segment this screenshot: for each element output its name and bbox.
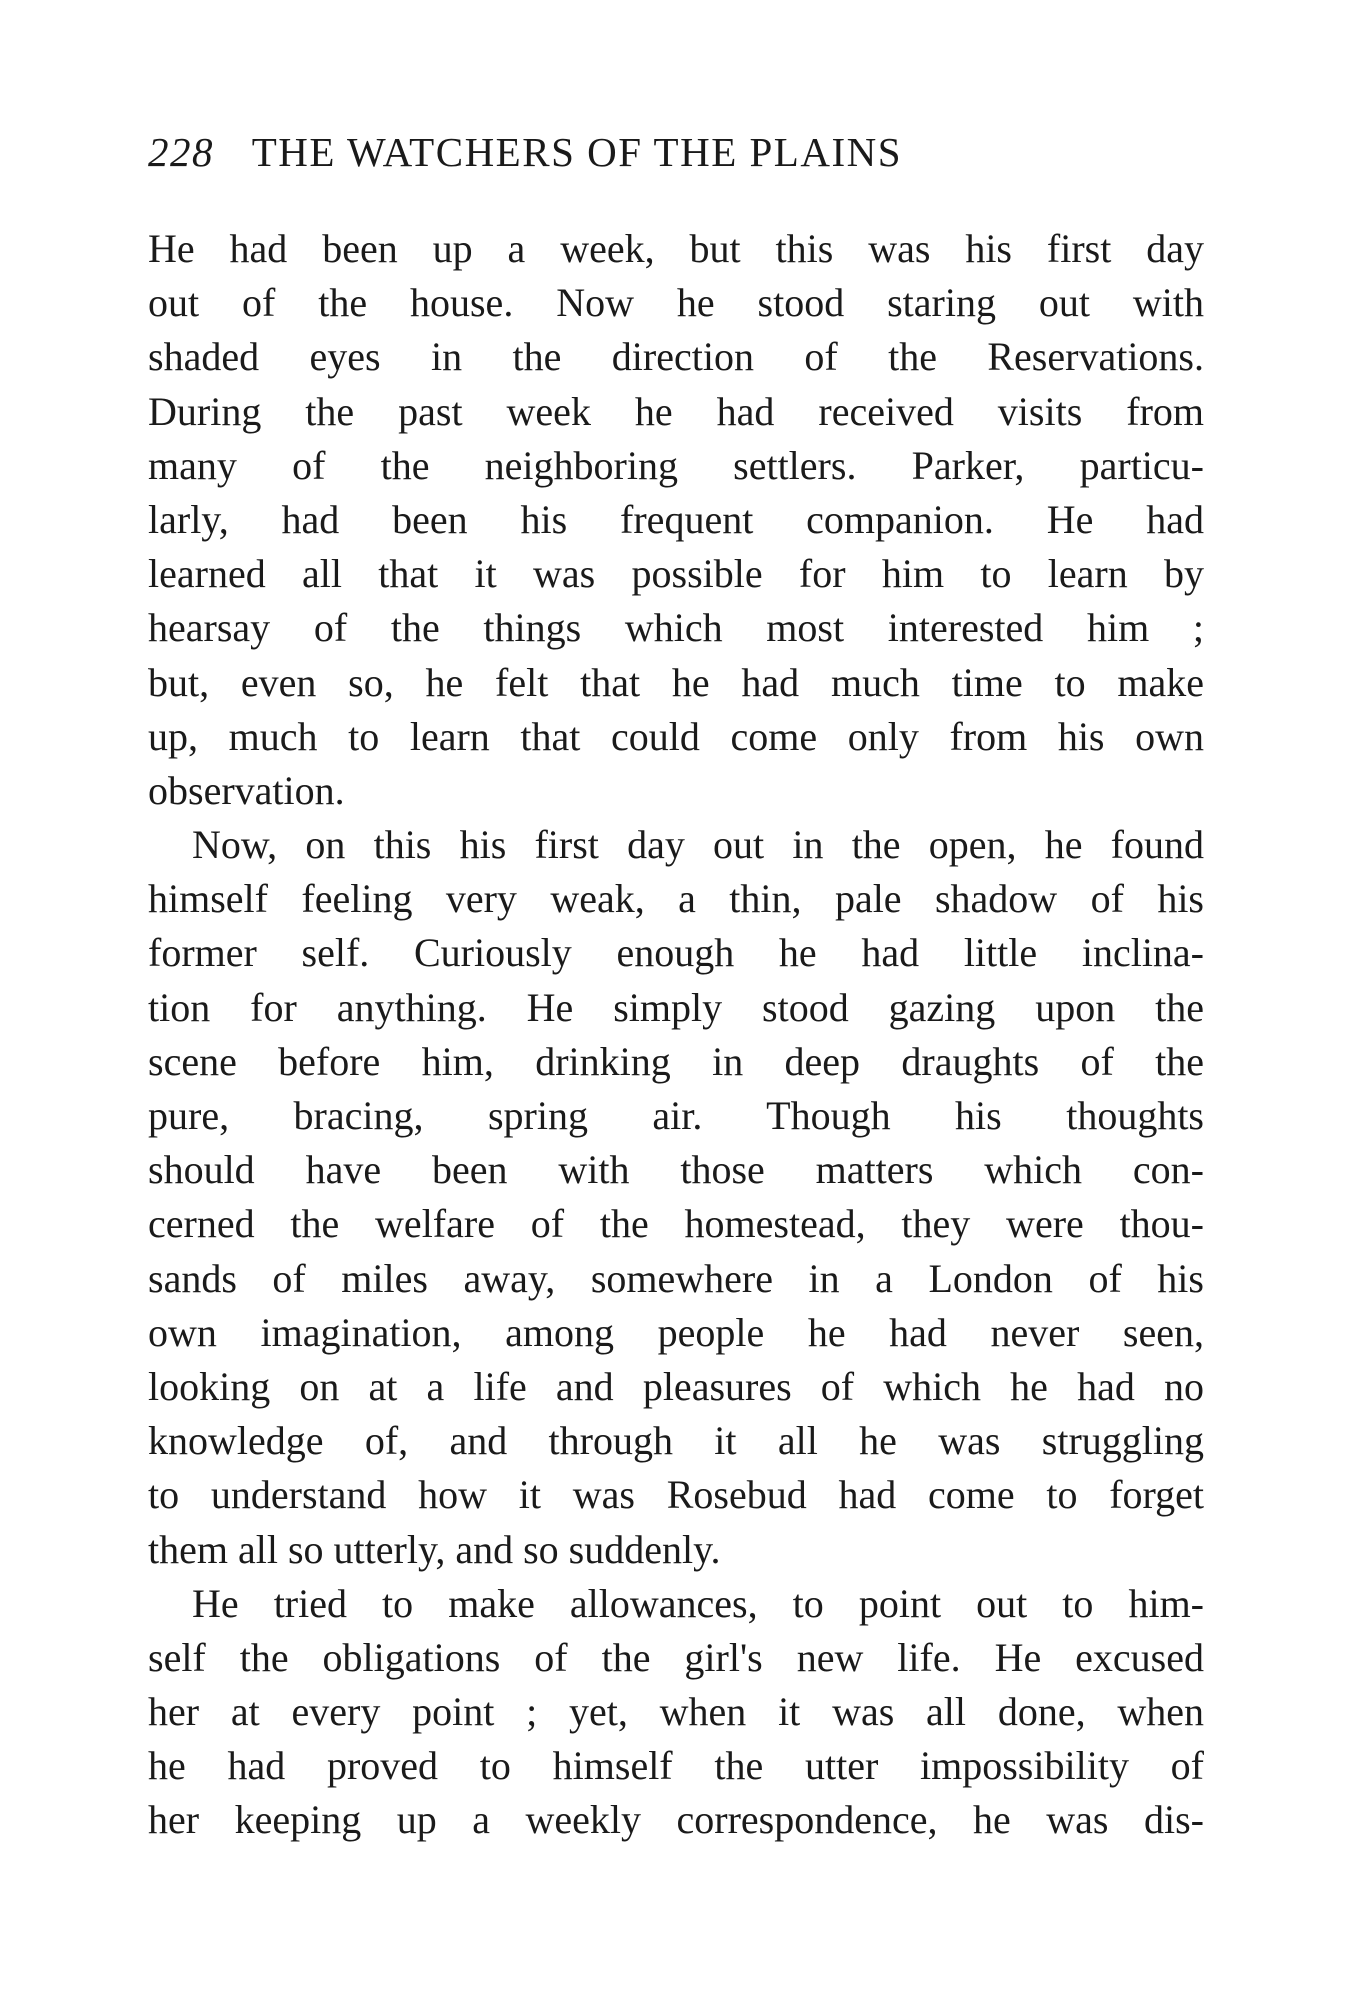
page-number: 228 (148, 129, 214, 175)
text-line: he had proved to himself the utter impossibility of (148, 1743, 1204, 1789)
text-line: up, much to learn that could come only from his own (148, 713, 1204, 759)
text-line: but, even so, he felt that he had much time to make (148, 659, 1204, 705)
text-line: sands of miles away, somewhere in a London of his (148, 1255, 1204, 1301)
paragraph-2 (148, 818, 1204, 1577)
text-line: learned all that it was possible for him to learn by (148, 551, 1204, 597)
text-line: scene before him, drinking in deep draughts of the (148, 1038, 1204, 1084)
text-line: cerned the welfare of the homestead, they were thou- (148, 1201, 1204, 1247)
page-header (148, 128, 1208, 188)
paragraph-1 (148, 222, 1204, 818)
paragraph-3 (148, 1577, 1204, 1848)
text-line: He had been up a week, but this was his first day (148, 226, 1204, 271)
running-title: THE WATCHERS OF THE PLAINS (251, 129, 903, 175)
text-line: them all so utterly, and so suddenly. (148, 1526, 721, 1572)
body-text (148, 222, 1204, 1848)
text-line: own imagination, among people he had never seen, (148, 1309, 1204, 1355)
text-line: her keeping up a weekly correspondence, he was dis- (148, 1797, 1204, 1843)
text-line: tion for anything. He simply stood gazing upon the (148, 984, 1204, 1030)
text-line: knowledge of, and through it all he was struggling (148, 1418, 1204, 1464)
text-line: to understand how it was Rosebud had come to forget (148, 1472, 1204, 1518)
text-line: He tried to make allowances, to point out to him- (192, 1580, 1204, 1626)
text-line: her at every point ; yet, when it was all done, when (148, 1689, 1204, 1735)
text-line: During the past week he had received visits from (148, 388, 1204, 434)
text-line: hearsay of the things which most interested him ; (148, 605, 1204, 651)
text-line: out of the house. Now he stood staring out with (148, 280, 1204, 326)
text-line: Now, on this his first day out in the open, he found (192, 822, 1204, 868)
text-line: many of the neighboring settlers. Parker, particu- (148, 442, 1204, 488)
text-line: former self. Curiously enough he had little inclina- (148, 930, 1204, 976)
text-line: shaded eyes in the direction of the Reservations. (148, 334, 1204, 380)
text-line: observation. (148, 767, 345, 813)
text-line: himself feeling very weak, a thin, pale shadow of his (148, 876, 1204, 922)
text-line: should have been with those matters which con- (148, 1147, 1204, 1193)
text-line: larly, had been his frequent companion. He had (148, 496, 1204, 542)
text-line: self the obligations of the girl's new life. He excused (148, 1634, 1204, 1680)
text-line: looking on at a life and pleasures of which he had no (148, 1363, 1204, 1409)
text-line: pure, bracing, spring air. Though his thoughts (148, 1093, 1204, 1138)
